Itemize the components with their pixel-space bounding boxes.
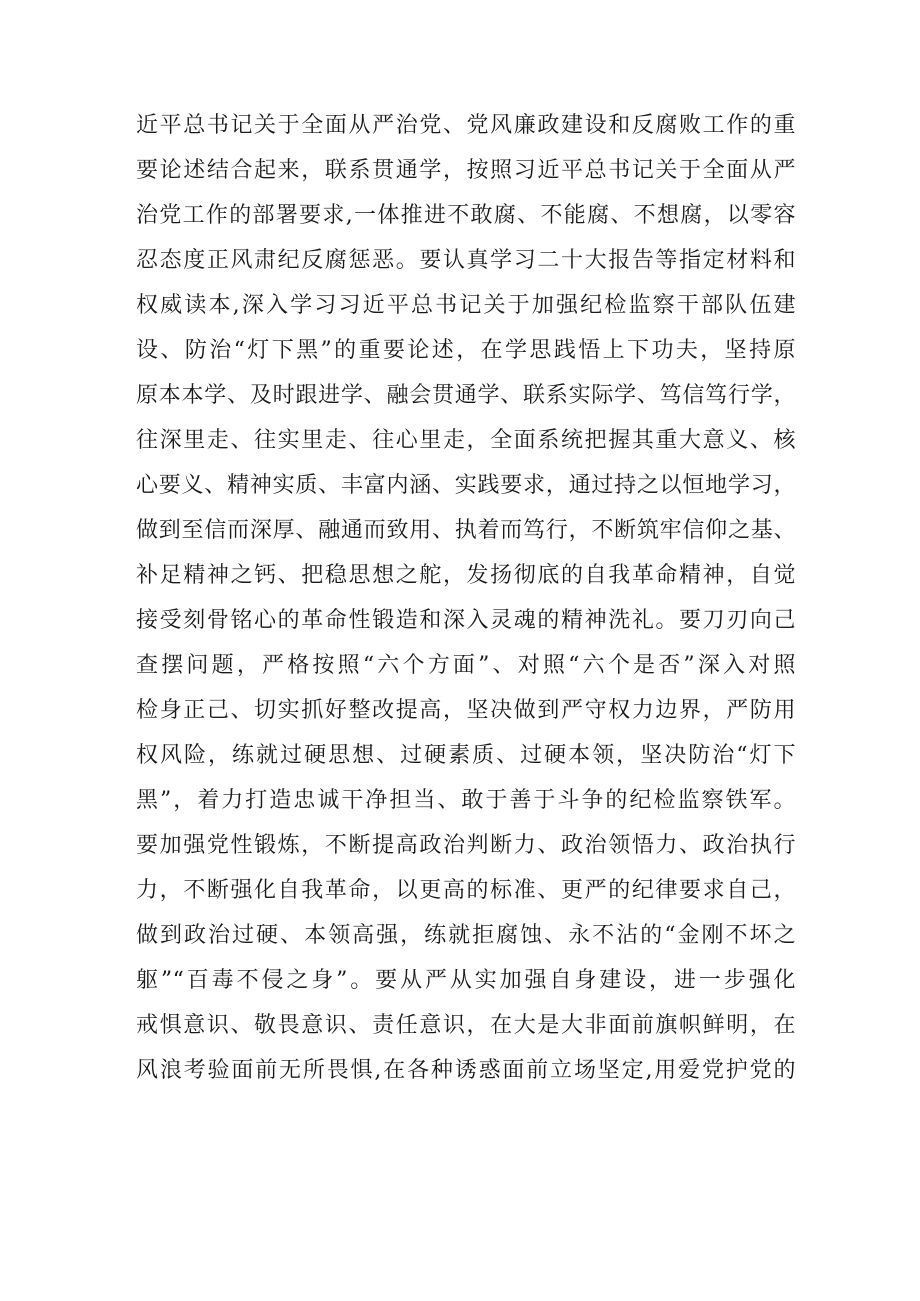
- text-line: 做到至信而深厚、融通而致用、执着而笃行，不断筑牢信仰之基、: [136, 518, 796, 543]
- text-line: 往深里走、往实里走、往心里走，全面系统把握其重大意义、核: [136, 428, 796, 453]
- text-line: 做到政治过硬、本领高强，练就拒腐蚀、永不沾的“金刚不坏之: [136, 923, 796, 948]
- text-line: 治党工作的部署要求,一体推进不敢腐、不能腐、不想腐，以零容: [136, 203, 796, 228]
- text-line: 风浪考验面前无所畏惧,在各种诱惑面前立场坚定,用爱党护党的: [136, 1058, 796, 1083]
- text-line: 心要义、精神实质、丰富内涵、实践要求，通过持之以恒地学习，: [136, 473, 796, 498]
- text-line: 黑”，着力打造忠诚干净担当、敢于善于斗争的纪检监察铁军。: [136, 788, 796, 813]
- text-line: 忍态度正风肃纪反腐惩恶。要认真学习二十大报告等指定材料和: [136, 248, 796, 273]
- text-line: 近平总书记关于全面从严治党、党风廉政建设和反腐败工作的重: [136, 113, 796, 138]
- text-line: 躯”“百毒不侵之身”。要从严从实加强自身建设，进一步强化: [136, 968, 796, 993]
- body-text: [136, 103, 796, 1093]
- text-line: 接受刻骨铭心的革命性锻造和深入灵魂的精神洗礼。要刀刃向己: [136, 608, 796, 633]
- text-line: 查摆问题，严格按照“六个方面”、对照“六个是否”深入对照: [136, 653, 796, 678]
- text-line: 权风险，练就过硬思想、过硬素质、过硬本领，坚决防治“灯下: [136, 743, 796, 768]
- text-line: 原本本学、及时跟进学、融会贯通学、联系实际学、笃信笃行学，: [136, 383, 796, 408]
- text-line: 要加强党性锻炼，不断提高政治判断力、政治领悟力、政治执行: [136, 833, 796, 858]
- text-line: 要论述结合起来，联系贯通学，按照习近平总书记关于全面从严: [136, 158, 796, 183]
- text-line: 力，不断强化自我革命，以更高的标准、更严的纪律要求自己，: [136, 878, 796, 903]
- text-line: 补足精神之钙、把稳思想之舵，发扬彻底的自我革命精神，自觉: [136, 563, 796, 588]
- text-line: 权威读本,深入学习习近平总书记关于加强纪检监察干部队伍建: [136, 293, 796, 318]
- text-line: 戒惧意识、敬畏意识、责任意识，在大是大非面前旗帜鲜明，在: [136, 1013, 796, 1038]
- text-line: 设、防治“灯下黑”的重要论述，在学思践悟上下功夫，坚持原: [136, 338, 796, 363]
- text-line: 检身正己、切实抓好整改提高，坚决做到严守权力边界，严防用: [136, 698, 796, 723]
